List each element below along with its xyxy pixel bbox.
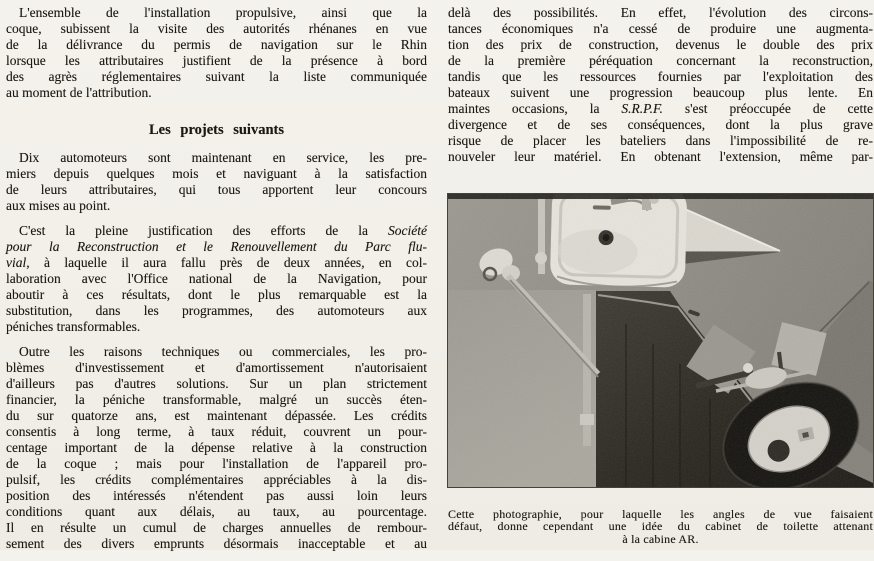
toilet-cabinet-photo xyxy=(448,194,873,487)
text-line: centage important de la dépense relative à la construction xyxy=(6,440,427,455)
photo-caption xyxy=(448,508,873,545)
text-line: coque, subissent la visite des autorités rhénanes en vue xyxy=(6,21,427,36)
text-line: C'est la pleine justification des efforts de la Société xyxy=(19,223,427,238)
text-line: blèmes d'investissement et d'amortissement n'autorisaient xyxy=(6,360,427,375)
text-line: conditions quant aux délais, au taux, au pourcentage. xyxy=(6,504,427,519)
text-line: delà des possibilités. En effet, l'évolution des circons- xyxy=(448,5,873,20)
text-line: nouveler leur matériel. En obtenant l'extension, même par- xyxy=(448,149,873,164)
text-line: maintes occasions, la S.R.P.F. s'est préoccupée de cette xyxy=(448,101,873,116)
text-line: de la coque ; mais pour l'installation de l'appareil pro- xyxy=(6,456,427,471)
photo-grain-overlay xyxy=(448,194,873,487)
text-line: divergence et de ses conséquences, dont la plus grave xyxy=(448,117,873,132)
text-line: aux mises au point. xyxy=(6,198,111,213)
text-line: de la première péréquation concernant la reconstruction, xyxy=(448,53,873,68)
text-line: tion des prix de construction, devenus le double des prix xyxy=(448,37,873,52)
text-line: risque de placer les bateliers dans l'impossibilité de re- xyxy=(448,133,873,148)
text-line: aboutir à ces résultats, dont le plus remarquable est la xyxy=(6,287,427,302)
body-paragraph-5 xyxy=(448,5,873,165)
text-line: tances économiques n'a cessé de produire une augmenta- xyxy=(448,21,873,36)
right-column xyxy=(448,5,873,554)
text-line: Cette photographie, pour laquelle les angles de vue faisaient xyxy=(448,507,873,521)
text-line: consentis à long terme, à taux réduit, couvrent un pour- xyxy=(6,424,427,439)
text-line: du sur quatorze ans, est maintenant dépassée. Les crédits xyxy=(6,408,427,423)
body-paragraph-3 xyxy=(6,223,427,335)
text-line: miers depuis quelques mois et naviguant à la satisfaction xyxy=(6,166,427,181)
text-line: de la délivrance du permis de navigation sur le Rhin xyxy=(6,37,427,52)
body-paragraph-2 xyxy=(6,150,427,214)
text-line: Outre les raisons techniques ou commerciales, les pro- xyxy=(19,344,427,359)
text-line: L'ensemble de l'installation propulsive, ainsi que la xyxy=(19,5,427,20)
text-line: péniches transformables. xyxy=(6,319,141,334)
text-line: pour la Reconstruction et le Renouvellement du Parc flu- xyxy=(6,239,427,254)
text-line: position des intéressés n'étendent pas aussi loin leurs xyxy=(6,488,427,503)
left-column xyxy=(6,5,427,561)
text-line: au moment de l'attribution. xyxy=(6,85,152,100)
text-line: substitution, dans les programmes, des automoteurs aux xyxy=(6,303,427,318)
section-heading: Les projets suivants xyxy=(149,122,284,138)
body-paragraph-4 xyxy=(6,344,427,552)
text-line: de leurs attributaires, qui tous apportent leur concours xyxy=(6,182,427,197)
text-line: tandis que les ressources fournies par l'exploitation des xyxy=(448,69,873,84)
text-line: d'ailleurs pas d'autres solutions. Sur un plan strictement xyxy=(6,376,427,391)
text-line: Dix automoteurs sont maintenant en service, les pre- xyxy=(19,150,427,165)
text-line: bateaux suivent une progression beaucoup plus lente. En xyxy=(448,85,873,100)
text-line: lorsque les attributaires justifient de la présence à bord xyxy=(6,53,427,68)
text-line: Il en résulte un cumul de charges annuelles de rembour- xyxy=(6,520,427,535)
text-line: sement des divers emprunts désormais inacceptable et au xyxy=(6,536,427,551)
text-line: vial, à laquelle il aura fallu près de deux années, en col- xyxy=(6,255,427,270)
text-line: laboration avec l'Office national de la Navigation, pour xyxy=(6,271,427,286)
text-line: défaut, donne cependant une idée du cabinet de toilette attenant xyxy=(448,519,873,534)
text-line: financier, la péniche transformable, malgré un succès éten- xyxy=(6,392,427,407)
text-line: pulsif, les crédits complémentaires appréciables à la dis- xyxy=(6,472,427,487)
body-paragraph-1 xyxy=(6,5,427,101)
text-line: des agrès réglementaires suivant la liste communiquée xyxy=(6,69,427,84)
text-line: à la cabine AR. xyxy=(622,531,699,546)
